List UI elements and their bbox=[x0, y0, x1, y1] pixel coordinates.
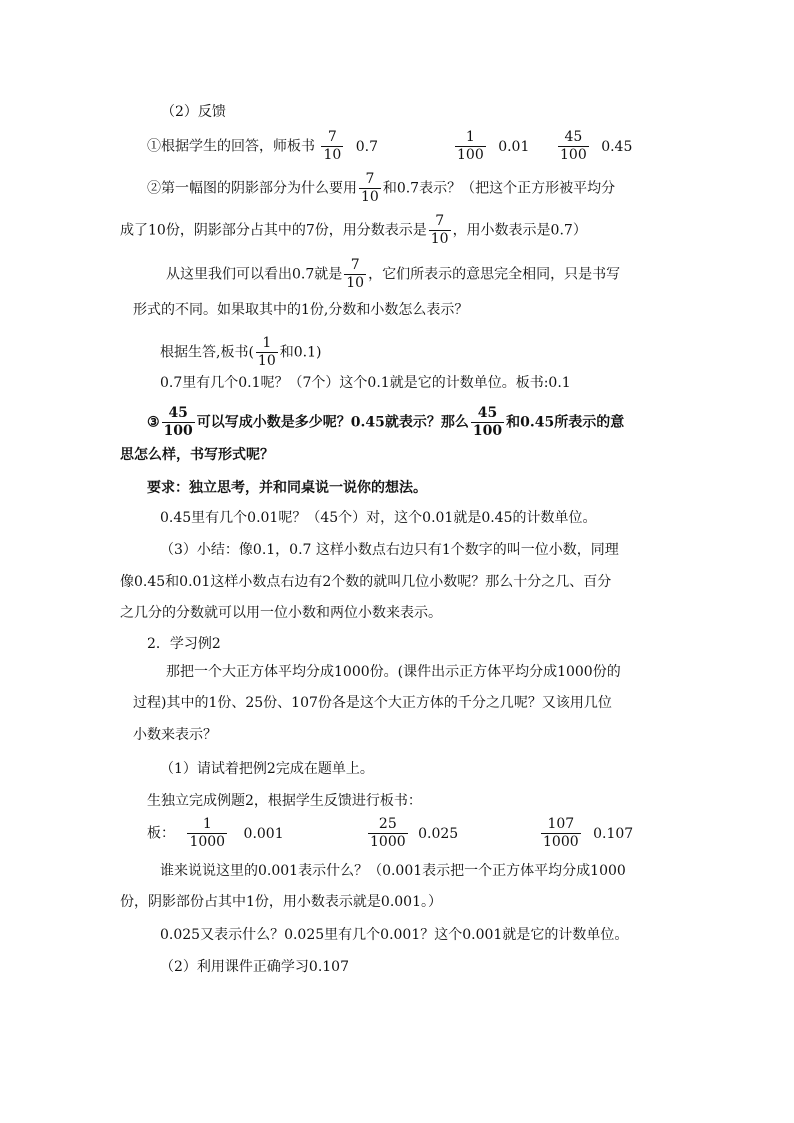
question-2-line-2 bbox=[120, 213, 587, 248]
decimal: 0.001 bbox=[243, 825, 284, 842]
fraction: $\frac{45}{100}$ bbox=[560, 129, 587, 163]
requirement: 要求：独立思考，并和同桌说一说你的想法。 bbox=[147, 480, 427, 496]
section-heading-example-2: 2．学习例2 bbox=[147, 636, 221, 652]
text: 可以写成小数是多少呢？0.45就表示？那么 bbox=[196, 414, 469, 431]
text: 和0.1) bbox=[279, 344, 322, 361]
decimal: 0.45 bbox=[601, 138, 633, 155]
courseware-line: （2）利用课件正确学习0.107 bbox=[160, 959, 349, 975]
decimal: 0.01 bbox=[498, 138, 530, 155]
fraction: $\frac{7}{10}$ bbox=[361, 171, 379, 205]
task-line: （1）请试着把例2完成在题单上。 bbox=[160, 761, 374, 777]
explain-line-3: 0.025又表示什么？0.025里有几个0.001？这个0.001就是它的计数单位。 bbox=[160, 927, 629, 943]
question-3-line-1 bbox=[147, 405, 624, 440]
feedback-line-1-item-2 bbox=[453, 129, 529, 164]
section-heading-feedback: （2）反馈 bbox=[161, 104, 226, 120]
fraction: $\frac{1}{100}$ bbox=[457, 129, 484, 163]
board-example-2-item-3 bbox=[539, 816, 633, 851]
explain-line-2: 份，阴影部份占其中1份，用小数表示就是0.001。） bbox=[120, 894, 442, 910]
observation-line-1 bbox=[166, 257, 620, 292]
text: ，用小数表示是0.7） bbox=[452, 222, 587, 239]
fraction: $\frac{45}{100}$ bbox=[472, 405, 503, 439]
text: 成了10份，阴影部分占其中的7份，用分数表示是 bbox=[120, 222, 427, 239]
text: ②第一幅图的阴影部分为什么要用 bbox=[147, 180, 357, 197]
line1-prefix: ①根据学生的回答，师板书 bbox=[147, 138, 315, 155]
example-2-paragraph-line-3: 小数来表示？ bbox=[133, 727, 217, 743]
board-line bbox=[160, 335, 321, 370]
decimal: 0.7 bbox=[355, 138, 378, 155]
fraction: $\frac{1}{10}$ bbox=[257, 335, 276, 369]
text: 从这里我们可以看出0.7就是 bbox=[166, 266, 343, 283]
fraction: $\frac{7}{10}$ bbox=[430, 213, 449, 247]
decimal: 0.107 bbox=[593, 825, 634, 842]
fraction: $\frac{45}{100}$ bbox=[163, 405, 193, 439]
question-3-line-2: 思怎么样，书写形式呢？ bbox=[120, 447, 274, 463]
text: 根据生答,板书( bbox=[160, 344, 254, 361]
counting-unit-line-1: 0.7里有几个0.1呢？（7个）这个0.1就是它的计数单位。板书:0.1 bbox=[160, 375, 571, 391]
example-2-paragraph-line-2: 过程)其中的1份、25份、107份各是这个大正方体的千分之几呢？又该用几位 bbox=[133, 695, 612, 711]
text: ，它们所表示的意思完全相同，只是书写 bbox=[368, 266, 621, 283]
fraction: $\frac{25}{1000}$ bbox=[370, 816, 406, 850]
example-2-paragraph-line-1: 那把一个大正方体平均分成1000份。(课件出示正方体平均分成1000份的 bbox=[166, 664, 621, 680]
question-2-line-1 bbox=[147, 171, 615, 206]
decimal: 0.025 bbox=[418, 825, 459, 842]
summary-line-3: 之几分的分数就可以用一位小数和两位小数来表示。 bbox=[120, 605, 442, 621]
fraction: $\frac{107}{1000}$ bbox=[543, 816, 579, 850]
text: 和0.7表示？（把这个正方形被平均分 bbox=[382, 180, 616, 197]
text: ③ bbox=[147, 414, 160, 431]
board-example-2-item-2 bbox=[366, 816, 458, 851]
board-example-2-item-1 bbox=[147, 816, 284, 851]
counting-unit-line-2: 0.45里有几个0.01呢？（45个）对，这个0.01就是0.45的计数单位。 bbox=[160, 510, 597, 526]
summary-line-1: （3）小结：像0.1，0.7 这样小数点右边只有1个数字的叫一位小数，同理 bbox=[160, 542, 619, 558]
fraction: $\frac{1}{1000}$ bbox=[189, 816, 226, 850]
board-label: 板： bbox=[147, 825, 175, 842]
student-line: 生独立完成例题2，根据学生反馈进行板书： bbox=[147, 793, 422, 809]
feedback-line-1-item-3 bbox=[556, 129, 632, 164]
explain-line-1: 谁来说说这里的0.001表示什么？（0.001表示把一个正方体平均分成1000 bbox=[160, 863, 626, 879]
fraction: $\frac{7}{10}$ bbox=[346, 257, 365, 291]
feedback-line-1 bbox=[147, 129, 378, 164]
summary-line-2: 像0.45和0.01这样小数点右边有2个数的就叫几位小数呢？那么十分之几、百分 bbox=[120, 574, 612, 590]
observation-line-2: 形式的不同。如果取其中的1份,分数和小数怎么表示？ bbox=[133, 302, 469, 318]
text: 和0.45所表示的意 bbox=[506, 414, 625, 431]
fraction: $\frac{7}{10}$ bbox=[323, 129, 342, 163]
